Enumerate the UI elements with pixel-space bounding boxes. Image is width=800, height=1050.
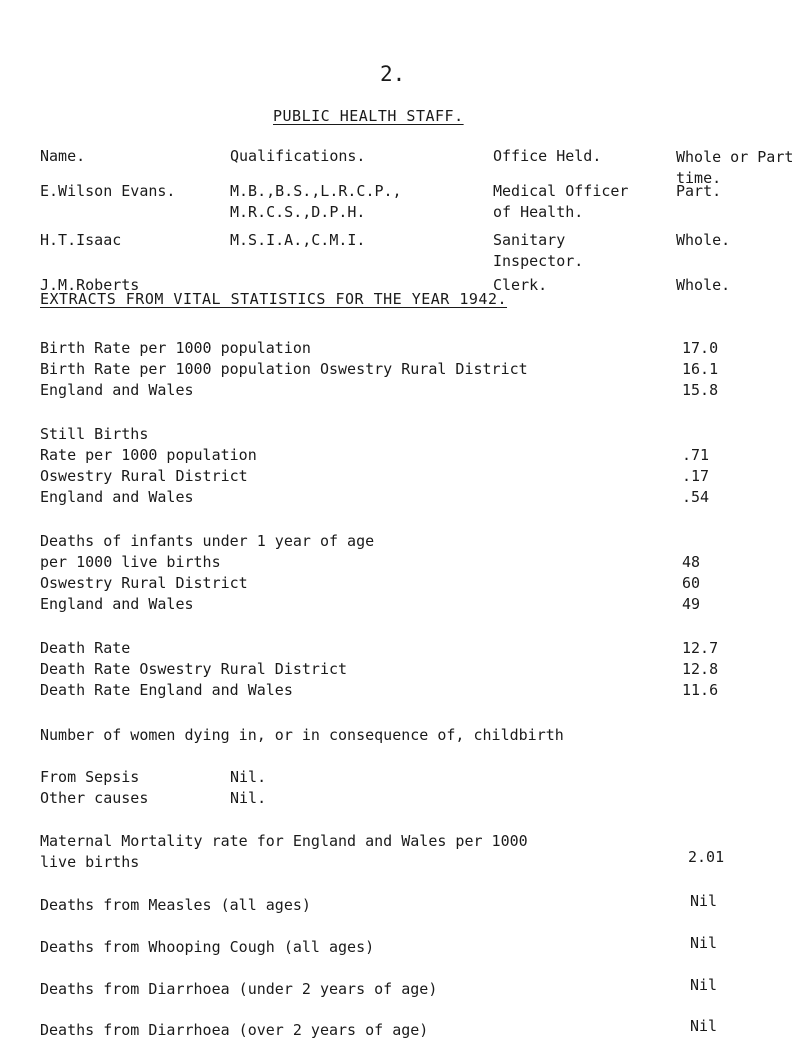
stat-value: Nil. [230, 789, 267, 807]
stat-label: England and Wales [40, 488, 194, 506]
stat-label: Death Rate Oswestry Rural District [40, 660, 348, 678]
stat-label: live births [40, 853, 140, 871]
stat-label: Death Rate [40, 639, 131, 657]
staff-office-line: Sanitary [493, 231, 566, 249]
stat-value: 12.8 [682, 660, 719, 678]
stat-value: Nil [690, 892, 718, 910]
staff-time: Whole. [676, 276, 731, 294]
stat-value: 17.0 [682, 339, 719, 357]
stat-value: 49 [682, 595, 701, 613]
stat-value: 2.01 [688, 848, 725, 866]
stat-value: 48 [682, 553, 701, 571]
staff-qualifications-line: M.B.,B.S.,L.R.C.P., [230, 182, 402, 200]
stat-label: Maternal Mortality rate for England and Wales per 1000 [40, 832, 528, 850]
staff-name: J.M.Roberts [40, 276, 140, 294]
staff-time: Whole. [676, 231, 731, 249]
header-name: Name. [40, 147, 86, 165]
staff-name: H.T.Isaac [40, 231, 122, 249]
stat-label: Deaths from Measles (all ages) [40, 896, 311, 914]
staff-name: E.Wilson Evans. [40, 182, 176, 200]
stat-label: Birth Rate per 1000 population [40, 339, 311, 357]
stat-value: .17 [682, 467, 710, 485]
stat-value: 60 [682, 574, 701, 592]
stat-value: Nil [690, 934, 718, 952]
stat-label: From Sepsis [40, 768, 140, 786]
stat-label: Oswestry Rural District [40, 467, 248, 485]
staff-office-line: of Health. [493, 203, 584, 221]
staff-office-line: Inspector. [493, 252, 584, 270]
stat-value: .54 [682, 488, 710, 506]
staff-qualifications-line: M.R.C.S.,D.P.H. [230, 203, 366, 221]
stat-label: Oswestry Rural District [40, 574, 248, 592]
stat-value: 12.7 [682, 639, 719, 657]
stat-label: Other causes [40, 789, 149, 807]
header-time: Whole or Part time. [676, 148, 794, 187]
stat-value: 16.1 [682, 360, 719, 378]
stat-group-heading: Deaths of infants under 1 year of age [40, 532, 375, 550]
stat-value: .71 [682, 446, 710, 464]
stat-label: per 1000 live births [40, 553, 221, 571]
stat-label: Deaths from Diarrhoea (over 2 years of age) [40, 1021, 429, 1039]
stat-label: England and Wales [40, 595, 194, 613]
stat-value: 11.6 [682, 681, 719, 699]
stat-value: 15.8 [682, 381, 719, 399]
stat-label: England and Wales [40, 381, 194, 399]
page-number: 2. [380, 62, 406, 86]
stat-value: Nil [690, 976, 718, 994]
stat-label: Deaths from Whooping Cough (all ages) [40, 938, 375, 956]
staff-qualifications-line: M.S.I.A.,C.M.I. [230, 231, 366, 249]
stat-value: Nil [690, 1017, 718, 1035]
staff-office-line: Clerk. [493, 276, 548, 294]
stat-label: Rate per 1000 population [40, 446, 257, 464]
stat-label: Deaths from Diarrhoea (under 2 years of age) [40, 980, 438, 998]
stats-section-title: EXTRACTS FROM VITAL STATISTICS FOR THE YEAR 1942. [40, 290, 508, 308]
header-office: Office Held. [493, 147, 602, 165]
stat-value: Nil. [230, 768, 267, 786]
stat-group-heading: Number of women dying in, or in consequence of, childbirth [40, 726, 564, 744]
staff-section-title: PUBLIC HEALTH STAFF. [273, 107, 464, 125]
staff-time: Part. [676, 182, 722, 200]
header-qualifications: Qualifications. [230, 147, 366, 165]
stat-label: Birth Rate per 1000 population Oswestry Rural District [40, 360, 528, 378]
staff-office-line: Medical Officer [493, 182, 629, 200]
stat-label: Death Rate England and Wales [40, 681, 293, 699]
stat-group-heading: Still Births [40, 425, 149, 443]
